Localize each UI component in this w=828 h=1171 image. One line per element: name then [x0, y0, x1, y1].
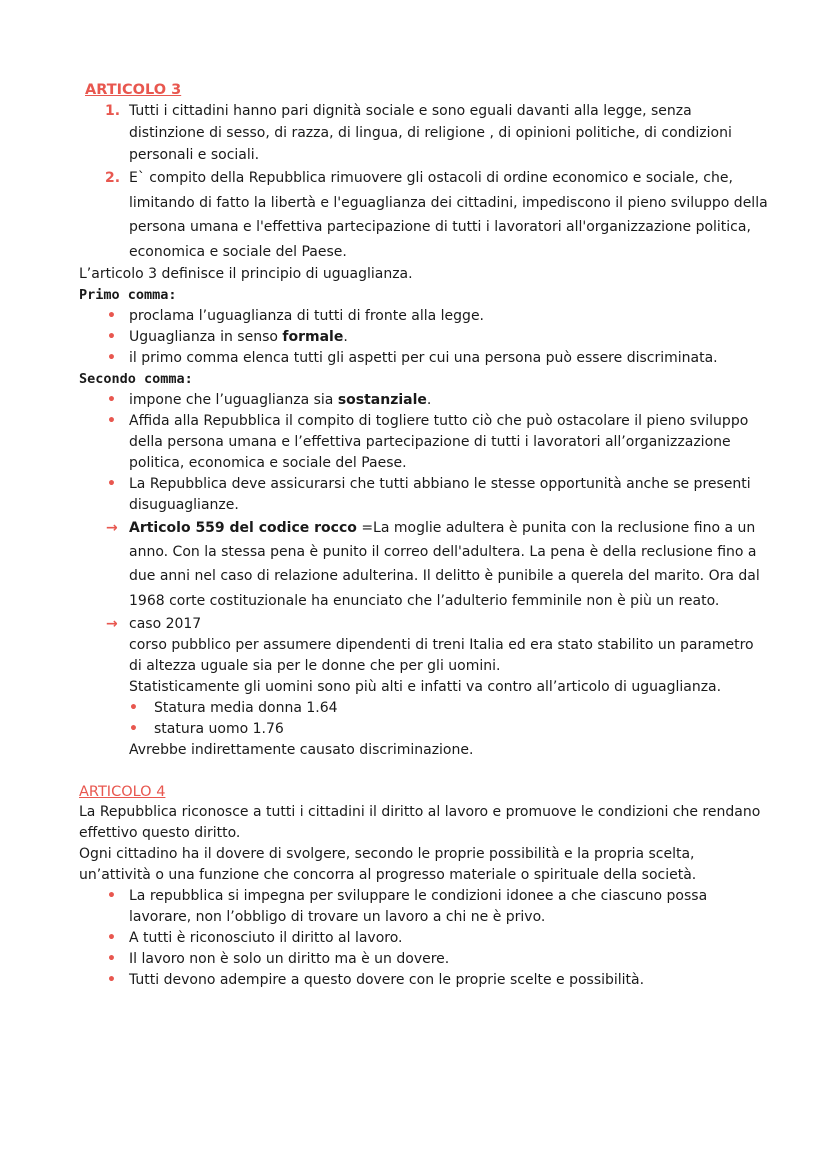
item-text-end: . [343, 329, 348, 345]
bullet-icon: • [107, 929, 116, 946]
list-item [129, 719, 768, 740]
list-item [79, 390, 768, 411]
bullet-icon: • [107, 413, 116, 429]
bullet-icon: • [107, 392, 116, 408]
item-text: La repubblica si impegna per sviluppare le condizioni idonee a che ciascuno possa lavorare, non l’obbligo di trovare un lavoro a chi ne è privo. [129, 887, 708, 925]
arrow-right-icon: → [106, 520, 118, 536]
item-text-end: . [426, 392, 432, 408]
arrow-right-icon: → [106, 615, 118, 632]
article-4-paragraph: Ogni cittadino ha il dovere di svolgere, secondo le proprie possibilità e la propria scelta, un’attività o una funzione che concorra al progresso materiale o spirituale della società. [79, 845, 697, 883]
item-text: proclama l’uguaglianza di tutti di fronte alla legge. [129, 308, 485, 324]
item-text: il primo comma elenca tutti gli aspetti per cui una persona può essere discriminata. [129, 350, 718, 366]
list-item [129, 698, 768, 719]
bullet-icon: • [107, 308, 116, 324]
list-item [79, 166, 768, 264]
item-text: Tutti i cittadini hanno pari dignità sociale e sono eguali davanti alla legge, senza distinzione di sesso, di razza, di lingua, di religione , di opinioni politiche, di condizioni personali e sociali. [129, 103, 732, 163]
list-item [79, 306, 768, 327]
article-4-list [79, 886, 768, 991]
article-3-heading: ARTICOLO 3 [85, 82, 182, 98]
list-item [79, 886, 768, 928]
item-text: Affida alla Repubblica il compito di togliere tutto ciò che può ostacolare il pieno sviluppo della persona umana e l’effettiva partecipazione di tutti i lavoratori all’organizzazione politica, economica e sociale del Paese. [129, 413, 749, 471]
primo-comma-list [79, 306, 768, 369]
primo-comma-label: Primo comma: [79, 287, 177, 303]
secondo-comma-label: Secondo comma: [79, 371, 193, 387]
case-line: Statisticamente gli uomini sono più alti e infatti va contro all’articolo di uguaglianza. [129, 678, 722, 695]
article-4-paragraph: La Repubblica riconosce a tutti i cittadini il diritto al lavoro e promuove le condizioni che rendano effettivo questo diritto. [79, 803, 761, 841]
bullet-icon: • [129, 720, 138, 737]
item-text: impone che l’uguaglianza sia [129, 392, 338, 408]
item-text: Tutti devono adempire a questo dovere con le proprie scelte e possibilità. [129, 971, 645, 988]
list-item [79, 411, 768, 474]
bullet-icon: • [107, 950, 116, 967]
secondo-comma-list [79, 390, 768, 516]
article-4-heading: ARTICOLO 4 [79, 783, 166, 800]
item-number: 2. [105, 170, 121, 186]
bullet-icon: • [107, 887, 116, 904]
codice-rocco-note [79, 516, 768, 613]
case-line: corso pubblico per assumere dipendenti di treni Italia ed era stato stabilito un parametro di altezza uguale sia per le donne che per gli uomini. [129, 636, 754, 674]
article-3-text [79, 100, 768, 264]
item-text: Uguaglianza in senso [129, 329, 283, 345]
list-item [79, 474, 768, 516]
item-bold-text: formale [282, 329, 344, 345]
case-title: caso 2017 [129, 615, 202, 632]
list-item [79, 949, 768, 970]
article-3-intro: L’articolo 3 definisce il principio di uguaglianza. [79, 266, 413, 282]
bullet-icon: • [107, 350, 116, 366]
item-text: Statura media donna 1.64 [154, 699, 338, 716]
item-number: 1. [105, 103, 121, 119]
bullet-icon: • [107, 329, 116, 345]
note-text: =La moglie adultera è punita con la reclusione fino a un anno. Con la stessa pena è punito il correo dell'adultera. La pena è della reclusione fino a due anni nel caso di relazione adulterina. Il delitto è punibile a querela del marito. Ora dal 1968 corte costituzionale ha enunciato che l’adulterio femminile non è più un reato. [129, 520, 760, 609]
case-line: Avrebbe indirettamente causato discriminazione. [129, 741, 474, 758]
item-text: E` compito della Repubblica rimuovere gli ostacoli di ordine economico e sociale, che, limitando di fatto la libertà e l'eguaglianza dei cittadini, impediscono il pieno sviluppo della persona umana e l'effettiva partecipazione di tutti i lavoratori all'organizzazione politica, economica e sociale del Paese. [129, 170, 768, 260]
item-text: Il lavoro non è solo un diritto ma è un dovere. [129, 950, 450, 967]
item-bold-text: sostanziale [337, 392, 427, 408]
caso-2017-note [79, 614, 768, 761]
bullet-icon: • [107, 476, 116, 492]
bullet-icon: • [107, 971, 116, 988]
list-item [79, 348, 768, 369]
list-item [79, 327, 768, 348]
note-bold-text: Articolo 559 del codice rocco [129, 520, 357, 536]
list-item [79, 100, 768, 166]
item-text: statura uomo 1.76 [154, 720, 284, 737]
item-text: A tutti è riconosciuto il diritto al lavoro. [129, 929, 403, 946]
item-text: La Repubblica deve assicurarsi che tutti abbiano le stesse opportunità anche se presenti disuguaglianze. [129, 476, 751, 513]
bullet-icon: • [129, 699, 138, 716]
list-item [79, 970, 768, 991]
list-item [79, 928, 768, 949]
